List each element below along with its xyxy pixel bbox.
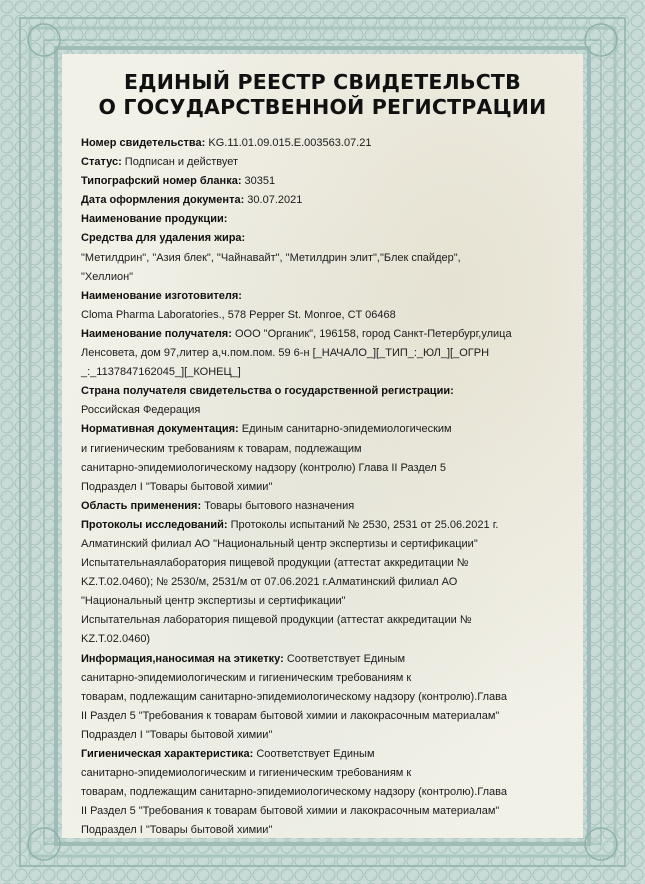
page-title	[0, 70, 645, 120]
protocols-line-5: "Национальный центр экспертизы и сертификации"	[81, 595, 346, 608]
norm-line-1: Единым санитарно-эпидемиологическим	[241, 423, 452, 436]
status-value: Подписан и действует	[124, 156, 239, 169]
recipient-line-1: ООО "Органик", 196158, город Санкт-Петербург,улица	[234, 327, 512, 340]
status-label: Статус:	[81, 156, 122, 169]
field-product	[81, 210, 561, 229]
field-status	[81, 153, 561, 172]
hygiene-line-3: товарам, подлежащим санитарно-эпидемиологическому надзору (контролю).Глава	[81, 786, 507, 799]
products-line-2: "Хеллион"	[81, 270, 134, 283]
title-line-1: ЕДИНЫЙ РЕЕСТР СВИДЕТЕЛЬСТВ	[124, 70, 521, 94]
field-country	[81, 382, 561, 401]
hygiene-label: Гигиеническая характеристика:	[81, 748, 254, 760]
blank-value: 30351	[244, 175, 276, 188]
field-scope	[81, 497, 561, 516]
cert-number-value: KG.11.01.09.015.E.003563.07.21	[208, 137, 372, 149]
field-hygiene	[81, 745, 561, 764]
field-issue-date	[81, 191, 561, 210]
norm-line-4: Подраздел I "Товары бытовой химии"	[81, 480, 273, 493]
country-label: Страна получателя свидетельства о государственной регистрации:	[81, 385, 454, 398]
protocols-line-3: Испытательнаялаборатория пищевой продукции (аттестат аккредитации №	[81, 557, 469, 570]
means-label: Средства для удаления жира:	[81, 232, 246, 245]
manufacturer-label: Наименование изготовителя:	[81, 289, 242, 302]
scope-value: Товары бытового назначения	[204, 499, 355, 512]
field-blank-number	[81, 172, 561, 191]
label-info-line-1: Соответствует Единым	[286, 652, 406, 665]
label-info-line-4: II Раздел 5 "Требования к товарам бытовой химии и лакокрасочным материалам"	[81, 709, 500, 722]
recipient-label: Наименование получателя:	[81, 327, 232, 340]
protocols-line-2: Алматинский филиал АО "Национальный центр экспертизы и сертификации"	[81, 537, 478, 550]
manufacturer-value: Cloma Pharma Laboratories., 578 Pepper St. Monroe, CT 06468	[81, 308, 396, 321]
norm-line-2: и гигиеническим требованиям к товарам, подлежащим	[81, 442, 362, 455]
protocols-line-1: Протоколы испытаний № 2530, 2531 от 25.06.2021 г.	[230, 518, 499, 531]
field-manufacturer	[81, 287, 561, 306]
recipient-line-2: Ленсовета, дом 97,литер а,ч.пом.пом. 59 6-н [_НАЧАЛО_][_ТИП_:_ЮЛ_][_ОГРН	[81, 347, 490, 360]
title-line-2: О ГОСУДАРСТВЕННОЙ РЕГИСТРАЦИИ	[98, 95, 547, 119]
blank-label: Типографский номер бланка:	[81, 175, 242, 188]
protocols-line-7: KZ.T.02.0460)	[81, 633, 151, 646]
norm-line-3: санитарно-эпидемиологическому надзору (контролю) Глава II Раздел 5	[81, 461, 447, 474]
hygiene-line-5: Подраздел I "Товары бытовой химии"	[81, 824, 273, 837]
protocols-label: Протоколы исследований:	[81, 518, 228, 531]
label-info-line-3: товарам, подлежащим санитарно-эпидемиологическому надзору (контролю).Глава	[81, 690, 507, 703]
protocols-line-4: KZ.T.02.0460); № 2530/м, 2531/м от 07.06.2021 г.Алматинский филиал АО	[81, 576, 458, 589]
field-protocols	[81, 516, 561, 535]
hygiene-line-2: санитарно-эпидемиологическим и гигиеническим требованиям к	[81, 767, 412, 780]
scope-label: Область применения:	[81, 499, 202, 512]
country-value: Российская Федерация	[81, 404, 201, 417]
label-info-line-2: санитарно-эпидемиологическим и гигиеническим требованиям к	[81, 671, 412, 684]
field-norm-docs	[81, 420, 561, 439]
products-line-1: "Метилдрин", "Азия блек", "Чайнавайт", "Метилдрин элит","Блек спайдер",	[81, 251, 461, 264]
cert-number-label: Номер свидетельства:	[81, 137, 206, 149]
field-recipient	[81, 325, 561, 344]
certificate-body	[81, 134, 561, 840]
date-label: Дата оформления документа:	[81, 194, 245, 207]
label-info-line-5: Подраздел I "Товары бытовой химии"	[81, 728, 273, 741]
field-cert-number	[81, 134, 561, 153]
norm-label: Нормативная документация:	[81, 423, 239, 436]
product-label: Наименование продукции:	[81, 213, 228, 226]
field-label-info	[81, 650, 561, 669]
recipient-line-3: _:_1137847162045_][_КОНЕЦ_]	[81, 366, 241, 379]
hygiene-line-4: II Раздел 5 "Требования к товарам бытовой химии и лакокрасочным материалам"	[81, 805, 500, 818]
label-info-label: Информация,наносимая на этикетку:	[81, 652, 284, 665]
date-value: 30.07.2021	[247, 194, 303, 207]
protocols-line-6: Испытательная лаборатория пищевой продукции (аттестат аккредитации №	[81, 614, 472, 627]
hygiene-line-1: Соответствует Единым	[256, 748, 375, 760]
field-means	[81, 229, 561, 248]
